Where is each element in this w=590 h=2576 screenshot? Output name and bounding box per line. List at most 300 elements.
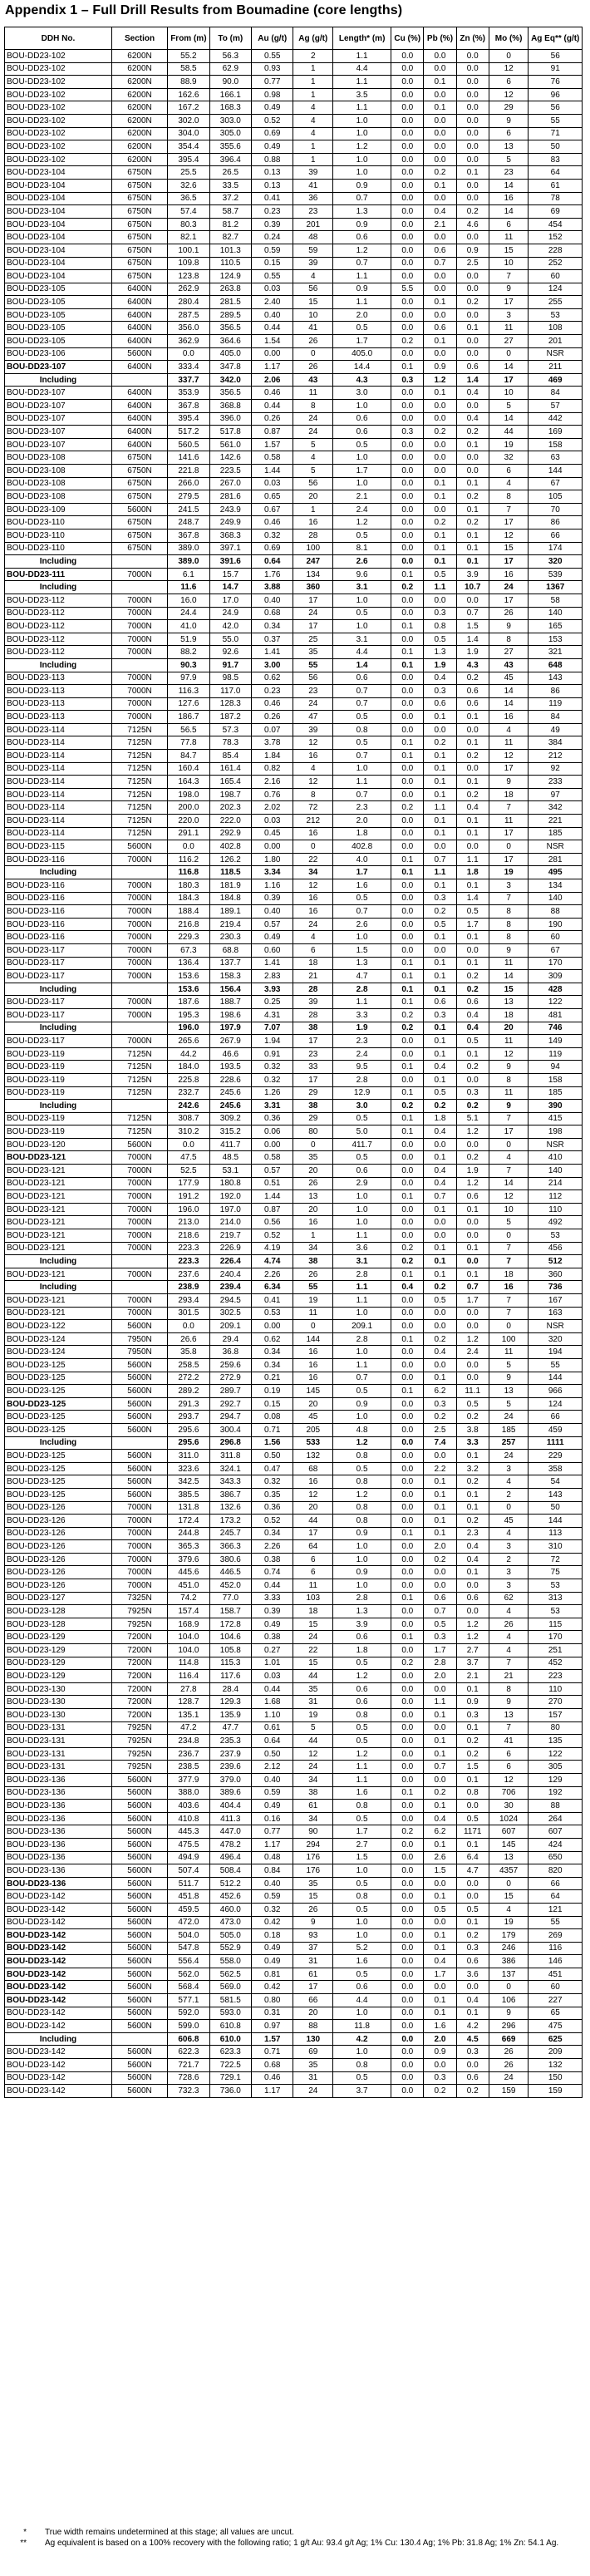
table-cell: 0.7 <box>456 1281 489 1294</box>
table-row <box>5 1320 583 1333</box>
table-cell: 31 <box>293 1955 333 1968</box>
table-cell: 0.0 <box>424 1682 456 1696</box>
table-cell: 97.9 <box>168 672 209 685</box>
table-cell: 7000N <box>111 879 167 893</box>
table-cell: 137 <box>489 1968 529 1981</box>
table-cell: 577.1 <box>168 1994 209 2007</box>
table-cell: BOU-DD23-114 <box>5 750 112 763</box>
table-cell: 0.0 <box>391 1165 424 1178</box>
table-cell: 0.6 <box>456 361 489 374</box>
table-cell: 342 <box>529 801 583 815</box>
table-cell: 13 <box>489 1709 529 1722</box>
table-cell: BOU-DD23-113 <box>5 697 112 711</box>
table-cell: 607 <box>489 1825 529 1839</box>
table-cell: 29.4 <box>209 1332 251 1346</box>
table-cell: 9 <box>489 776 529 789</box>
table-cell: 7200N <box>111 1631 167 1644</box>
table-cell: 0.44 <box>252 1682 293 1696</box>
table-cell: 1.80 <box>252 853 293 866</box>
table-cell: 0.7 <box>333 192 391 205</box>
table-cell: 114.8 <box>168 1657 209 1670</box>
table-cell: 2.6 <box>333 555 391 569</box>
table-cell: 0.0 <box>391 1773 424 1786</box>
table-cell: 6200N <box>111 101 167 115</box>
table-row <box>5 153 583 166</box>
table-row <box>5 1358 583 1372</box>
table-cell: 4.2 <box>333 2032 391 2046</box>
table-cell: 0.5 <box>333 607 391 620</box>
table-cell: 24.9 <box>209 607 251 620</box>
table-cell: 6400N <box>111 426 167 439</box>
table-cell: 8 <box>489 1682 529 1696</box>
table-cell: 34 <box>293 1812 333 1825</box>
table-cell: 365.3 <box>168 1540 209 1554</box>
table-cell: 320 <box>529 555 583 569</box>
table-cell: 0.0 <box>456 283 489 296</box>
table-cell: 0.5 <box>333 1721 391 1735</box>
table-row <box>5 140 583 154</box>
table-cell: 7125N <box>111 827 167 840</box>
table-cell <box>111 1022 167 1035</box>
table-cell: 389.0 <box>168 555 209 569</box>
table-cell: 5600N <box>111 1800 167 1813</box>
table-cell: 360 <box>293 581 333 594</box>
table-cell: 0.0 <box>456 1307 489 1320</box>
table-cell: 15 <box>293 296 333 309</box>
table-cell: 0.0 <box>168 840 209 854</box>
table-cell: 9 <box>489 1696 529 1709</box>
table-cell: BOU-DD23-119 <box>5 1125 112 1139</box>
table-cell: 3.88 <box>252 581 293 594</box>
table-cell: 0.3 <box>456 1709 489 1722</box>
table-row <box>5 308 583 322</box>
table-cell: 26.5 <box>209 166 251 180</box>
table-cell: 7.4 <box>424 1436 456 1450</box>
table-cell: 14 <box>489 361 529 374</box>
table-cell: 7000N <box>111 1566 167 1579</box>
table-row <box>5 918 583 931</box>
table-cell: 0.46 <box>252 697 293 711</box>
table-cell: 4 <box>489 723 529 736</box>
table-cell: 170 <box>529 957 583 970</box>
table-cell: BOU-DD23-114 <box>5 736 112 750</box>
table-cell: 0.1 <box>456 957 489 970</box>
table-cell: 26 <box>293 1268 333 1281</box>
table-cell: BOU-DD23-131 <box>5 1735 112 1748</box>
table-cell: 0.0 <box>391 1800 424 1813</box>
table-cell: 0.64 <box>252 555 293 569</box>
table-row <box>5 931 583 944</box>
table-cell: 0 <box>489 1138 529 1151</box>
table-cell: 0.0 <box>391 1644 424 1657</box>
table-cell: 391.6 <box>209 555 251 569</box>
table-cell: 2.0 <box>333 308 391 322</box>
table-cell: BOU-DD23-104 <box>5 270 112 283</box>
table-cell: 7200N <box>111 1696 167 1709</box>
table-cell: 0.6 <box>333 426 391 439</box>
table-row <box>5 387 583 400</box>
table-cell: 39 <box>293 996 333 1009</box>
table-row <box>5 1553 583 1566</box>
table-cell: 1.9 <box>333 1022 391 1035</box>
table-cell: 0.0 <box>424 1579 456 1593</box>
table-row <box>5 1968 583 1981</box>
table-cell: BOU-DD23-119 <box>5 1086 112 1100</box>
table-cell: 0.0 <box>424 1877 456 1890</box>
table-cell: 55.2 <box>168 50 209 63</box>
table-cell: 0.1 <box>391 1061 424 1074</box>
table-cell: 0.4 <box>424 1177 456 1190</box>
table-cell: 7125N <box>111 801 167 815</box>
table-cell: 0.03 <box>252 1670 293 1683</box>
table-cell: 0.0 <box>424 88 456 101</box>
table-cell: 1.8 <box>333 827 391 840</box>
table-cell: 5600N <box>111 1372 167 1385</box>
table-cell: 402.8 <box>209 840 251 854</box>
table-cell: 3 <box>489 1462 529 1475</box>
table-cell: 0.1 <box>456 322 489 335</box>
table-cell: 2.0 <box>333 815 391 828</box>
table-cell: 158 <box>529 1073 583 1086</box>
table-row <box>5 438 583 451</box>
table-cell: 17 <box>489 853 529 866</box>
table-cell: 60 <box>529 1981 583 1994</box>
including-row <box>5 1022 583 1035</box>
table-cell: 539 <box>529 568 583 581</box>
table-cell: 14 <box>489 179 529 192</box>
table-cell: 1.16 <box>252 879 293 893</box>
table-cell: 0.6 <box>456 1955 489 1968</box>
table-cell: 456 <box>529 1242 583 1255</box>
table-cell: 0.0 <box>391 1696 424 1709</box>
table-cell: 262.9 <box>168 283 209 296</box>
table-cell: 0.2 <box>456 1735 489 1748</box>
table-cell: 0.0 <box>391 1553 424 1566</box>
table-cell: 7.07 <box>252 1022 293 1035</box>
table-cell: 7200N <box>111 1670 167 1683</box>
table-cell: 33 <box>293 1061 333 1074</box>
table-cell: 0.0 <box>391 1890 424 1904</box>
table-cell: 110 <box>529 1682 583 1696</box>
table-cell: 11 <box>293 1579 333 1593</box>
table-cell: 5.5 <box>391 283 424 296</box>
table-cell: 6750N <box>111 490 167 504</box>
table-cell: 0 <box>489 1229 529 1243</box>
table-cell: 32.6 <box>168 179 209 192</box>
table-row <box>5 1955 583 1968</box>
table-cell: 145 <box>293 1385 333 1398</box>
table-cell: 0.5 <box>333 438 391 451</box>
table-cell: 0.6 <box>333 1682 391 1696</box>
table-cell: 174 <box>529 542 583 555</box>
table-row <box>5 192 583 205</box>
table-cell: 0.0 <box>391 2071 424 2085</box>
table-cell: 424 <box>529 1838 583 1851</box>
table-cell: 211 <box>529 361 583 374</box>
table-cell: 1.94 <box>252 1035 293 1048</box>
table-cell: 3.2 <box>456 1462 489 1475</box>
table-cell: 58 <box>529 594 583 607</box>
table-cell: BOU-DD23-130 <box>5 1682 112 1696</box>
table-cell: 26 <box>293 335 333 348</box>
table-cell: 6750N <box>111 451 167 465</box>
table-cell: 5600N <box>111 1320 167 1333</box>
table-cell: 165.4 <box>209 776 251 789</box>
table-cell: 62 <box>489 1592 529 1605</box>
table-cell: 200.0 <box>168 801 209 815</box>
table-cell: 1.68 <box>252 1696 293 1709</box>
table-cell: 144 <box>529 1515 583 1528</box>
table-cell: 9.6 <box>333 568 391 581</box>
table-cell: 5600N <box>111 1929 167 1943</box>
table-cell: 0.1 <box>391 646 424 659</box>
table-cell: BOU-DD23-116 <box>5 853 112 866</box>
table-cell: 0.1 <box>424 555 456 569</box>
table-cell: 0.2 <box>424 1553 456 1566</box>
table-cell: 0.3 <box>391 426 424 439</box>
table-cell: 4 <box>489 477 529 490</box>
header-ag: Ag (g/t) <box>293 27 333 50</box>
table-cell: 0.1 <box>456 1203 489 1216</box>
table-cell: 7 <box>489 801 529 815</box>
table-cell: 77.0 <box>209 1592 251 1605</box>
table-cell: 517.8 <box>209 426 251 439</box>
table-cell: 168.9 <box>168 1618 209 1631</box>
table-cell: 129.3 <box>209 1696 251 1709</box>
table-cell: 0.6 <box>333 1631 391 1644</box>
table-cell: 5600N <box>111 2020 167 2033</box>
table-cell: 251 <box>529 1644 583 1657</box>
table-cell: 0.65 <box>252 490 293 504</box>
table-cell: 12 <box>489 1047 529 1061</box>
table-cell: 0.0 <box>391 697 424 711</box>
table-cell: 0.1 <box>424 76 456 89</box>
header-pb: Pb (%) <box>424 27 456 50</box>
table-cell: 1.4 <box>333 658 391 672</box>
table-cell: 244.8 <box>168 1527 209 1540</box>
table-row <box>5 1372 583 1385</box>
table-cell: 144 <box>529 465 583 478</box>
header-ddh: DDH No. <box>5 27 112 50</box>
table-cell: 0.1 <box>391 658 424 672</box>
table-cell: 1.9 <box>456 646 489 659</box>
table-cell: 0.2 <box>456 1100 489 1113</box>
table-row <box>5 1216 583 1229</box>
table-cell: 26 <box>489 2059 529 2072</box>
table-row <box>5 646 583 659</box>
table-cell: 0.24 <box>252 231 293 244</box>
table-row <box>5 257 583 270</box>
table-cell: 55 <box>529 1358 583 1372</box>
table-cell: 18 <box>489 1008 529 1022</box>
table-cell: 0.1 <box>456 776 489 789</box>
table-cell: 0.32 <box>252 529 293 542</box>
table-cell: 8 <box>489 905 529 919</box>
table-cell: BOU-DD23-117 <box>5 970 112 983</box>
table-cell: BOU-DD23-114 <box>5 723 112 736</box>
table-cell: 404.4 <box>209 1800 251 1813</box>
table-cell: 6400N <box>111 387 167 400</box>
table-cell: 0.6 <box>424 1592 456 1605</box>
table-cell: 0.0 <box>391 1605 424 1618</box>
table-cell: 1.2 <box>333 1488 391 1501</box>
table-cell: 1.0 <box>333 114 391 127</box>
table-cell: 0.0 <box>391 205 424 219</box>
table-row <box>5 1540 583 1554</box>
table-cell: 0.1 <box>391 1631 424 1644</box>
table-cell: 1.2 <box>456 1631 489 1644</box>
table-cell: 240.4 <box>209 1268 251 1281</box>
table-cell: 132 <box>529 2059 583 2072</box>
table-row <box>5 179 583 192</box>
table-cell: 61 <box>293 1800 333 1813</box>
table-cell: 279.5 <box>168 490 209 504</box>
table-cell: 445.6 <box>168 1566 209 1579</box>
table-cell: 0.0 <box>424 347 456 361</box>
table-cell: BOU-DD23-126 <box>5 1566 112 1579</box>
table-cell: 4 <box>489 1151 529 1165</box>
table-cell: 494.9 <box>168 1851 209 1864</box>
table-cell: 5600N <box>111 2059 167 2072</box>
table-cell: BOU-DD23-116 <box>5 892 112 905</box>
table-cell: 6200N <box>111 153 167 166</box>
table-cell: 446.5 <box>209 1566 251 1579</box>
table-cell: 3 <box>489 1566 529 1579</box>
table-cell: 48 <box>293 231 333 244</box>
table-cell: 0.5 <box>424 1294 456 1308</box>
table-cell: 91.7 <box>209 658 251 672</box>
table-cell: 0.4 <box>424 672 456 685</box>
table-cell: NSR <box>529 1138 583 1151</box>
table-cell: 0.5 <box>333 529 391 542</box>
table-cell <box>111 658 167 672</box>
table-cell: 0.5 <box>333 892 391 905</box>
table-cell: 5600N <box>111 1397 167 1411</box>
table-cell: 0.5 <box>424 1086 456 1100</box>
table-cell: 0.50 <box>252 1450 293 1463</box>
table-cell: 0.49 <box>252 101 293 115</box>
table-cell: 364.6 <box>209 335 251 348</box>
table-cell: 1.5 <box>456 620 489 633</box>
table-cell: 2.8 <box>333 1073 391 1086</box>
table-cell: 65 <box>529 2007 583 2020</box>
table-cell: 214 <box>529 1177 583 1190</box>
table-row <box>5 672 583 685</box>
table-cell: 0.4 <box>456 1008 489 1022</box>
table-cell: 4 <box>489 1903 529 1916</box>
table-cell: 0.0 <box>424 840 456 854</box>
table-cell: 0.0 <box>424 1773 456 1786</box>
table-cell: 0.5 <box>333 1385 391 1398</box>
table-cell: BOU-DD23-109 <box>5 503 112 516</box>
table-cell: 367.8 <box>168 400 209 413</box>
table-row <box>5 879 583 893</box>
table-cell: 0.8 <box>333 1475 391 1489</box>
table-cell: 56 <box>293 477 333 490</box>
table-row <box>5 1786 583 1800</box>
table-cell: 41 <box>489 1735 529 1748</box>
table-cell: 165 <box>529 620 583 633</box>
table-cell: 0.49 <box>252 931 293 944</box>
table-cell: 0.8 <box>333 1890 391 1904</box>
table-row <box>5 1682 583 1696</box>
table-cell: 156.4 <box>209 983 251 996</box>
table-cell: 198.7 <box>209 788 251 801</box>
table-cell: 0.0 <box>391 1501 424 1515</box>
table-cell: 196.0 <box>168 1203 209 1216</box>
table-cell: 0.0 <box>456 270 489 283</box>
table-cell: 1.0 <box>333 166 391 180</box>
table-cell: 0.8 <box>333 1709 391 1722</box>
table-cell: 9 <box>489 943 529 957</box>
table-cell: 3.93 <box>252 983 293 996</box>
including-row <box>5 1281 583 1294</box>
table-cell: 248.7 <box>168 516 209 529</box>
table-cell: 0.0 <box>456 88 489 101</box>
table-cell: BOU-DD23-107 <box>5 438 112 451</box>
table-cell: 0.74 <box>252 1566 293 1579</box>
table-cell: 0.6 <box>456 2071 489 2085</box>
table-cell: 0 <box>489 840 529 854</box>
table-cell: 0.0 <box>391 451 424 465</box>
table-cell: 12 <box>293 776 333 789</box>
header-section: Section <box>111 27 167 50</box>
table-cell: 1.3 <box>333 205 391 219</box>
table-cell: 0.07 <box>252 723 293 736</box>
table-cell: BOU-DD23-113 <box>5 685 112 698</box>
table-cell: 3.9 <box>456 568 489 581</box>
table-cell: 33.5 <box>209 179 251 192</box>
table-cell: 19 <box>293 1294 333 1308</box>
table-cell: 18 <box>489 788 529 801</box>
table-row <box>5 1735 583 1748</box>
table-cell: 1.0 <box>333 2007 391 2020</box>
table-cell: 8 <box>489 1073 529 1086</box>
table-cell: 6400N <box>111 438 167 451</box>
table-cell: 2.8 <box>333 1332 391 1346</box>
table-cell: 15 <box>489 1890 529 1904</box>
table-cell: 7000N <box>111 1527 167 1540</box>
table-cell: BOU-DD23-142 <box>5 2059 112 2072</box>
table-row <box>5 1008 583 1022</box>
table-cell: 60 <box>529 931 583 944</box>
table-cell: 185 <box>489 1423 529 1436</box>
table-cell: BOU-DD23-136 <box>5 1773 112 1786</box>
table-cell: 0.1 <box>456 542 489 555</box>
table-row <box>5 1721 583 1735</box>
table-cell: 287.5 <box>168 308 209 322</box>
table-cell: 410 <box>529 1151 583 1165</box>
table-cell: 309.2 <box>209 1112 251 1125</box>
table-cell: 2.4 <box>456 1346 489 1359</box>
table-cell: 302.5 <box>209 1307 251 1320</box>
table-cell: 1.0 <box>333 1190 391 1204</box>
table-cell: 26 <box>489 2046 529 2059</box>
table-cell: 0.38 <box>252 1553 293 1566</box>
table-cell: 296 <box>489 2020 529 2033</box>
table-cell: 16 <box>293 827 333 840</box>
table-cell: 0.23 <box>252 205 293 219</box>
table-cell: 0.0 <box>391 322 424 335</box>
table-cell: 0.40 <box>252 905 293 919</box>
table-cell: BOU-DD23-102 <box>5 88 112 101</box>
table-cell: 3 <box>489 308 529 322</box>
table-cell: 1.8 <box>333 1644 391 1657</box>
table-cell: 5600N <box>111 2007 167 2020</box>
table-cell: 126.2 <box>209 853 251 866</box>
table-cell: 0.0 <box>391 1294 424 1308</box>
table-cell: 0.1 <box>391 620 424 633</box>
